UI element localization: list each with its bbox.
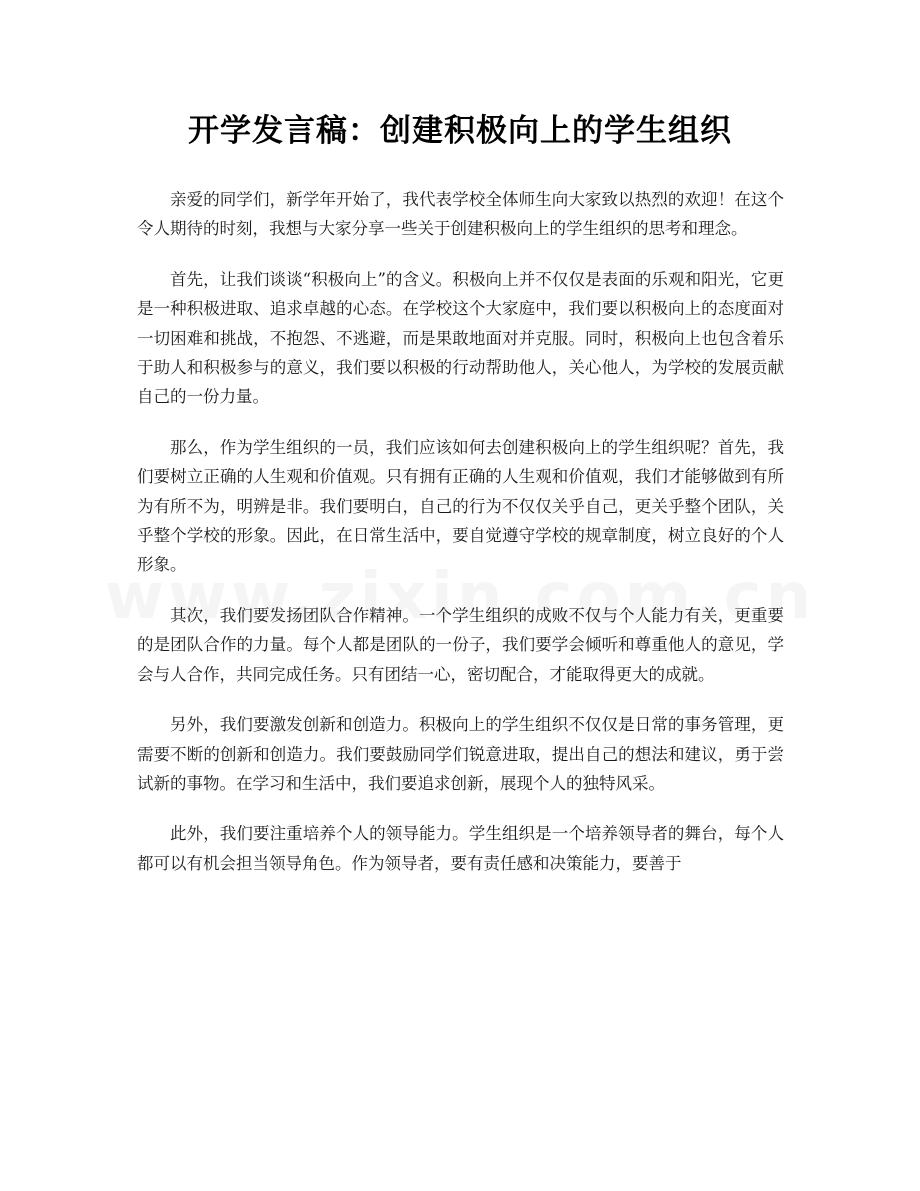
paragraph-teamwork: 其次，我们要发扬团队合作精神。一个学生组织的成败不仅与个人能力有关，更重要的是团队合作的力量。每个人都是团队的一份子，我们要学会倾听和尊重他人的意见，学会与人合作，共同完成任务。只有团结一心，密切配合，才能取得更大的成就。: [137, 605, 784, 684]
paragraph-greeting: 亲爱的同学们，新学年开始了，我代表学校全体师生向大家致以热烈的欢迎！在这个令人期待的时刻，我想与大家分享一些关于创建积极向上的学生组织的思考和理念。: [137, 190, 784, 239]
paragraph-values: 那么，作为学生组织的一员，我们应该如何去创建积极向上的学生组织呢？首先，我们要树立正确的人生观和价值观。只有拥有正确的人生观和价值观，我们才能够做到有所为有所不为，明辨是非。我们要明白，自己的行为不仅仅关乎自己，更关乎整个团队，关乎整个学校的形象。因此，在日常生活中，要自觉遵守学校的规章制度，树立良好的个人形象。: [137, 437, 784, 575]
paragraph-innovation: 另外，我们要激发创新和创造力。积极向上的学生组织不仅仅是日常的事务管理，更需要不断的创新和创造力。我们要鼓励同学们锐意进取，提出自己的想法和建议，勇于尝试新的事物。在学习和生活中，我们要追求创新，展现个人的独特风采。: [137, 715, 784, 793]
page-title: 开学发言稿：创建积极向上的学生组织: [188, 113, 732, 149]
document-body: [137, 185, 784, 899]
paragraph-leadership: 此外，我们要注重培养个人的领导能力。学生组织是一个培养领导者的舞台，每个人都可以有机会担当领导角色。作为领导者，要有责任感和决策能力，要善于: [137, 824, 784, 873]
paragraph-meaning: 首先，让我们谈谈“积极向上”的含义。积极向上并不仅仅是表面的乐观和阳光，它更是一种积极进取、追求卓越的心态。在学校这个大家庭中，我们要以积极向上的态度面对一切困难和挑战，不抱怨、不逃避，而是果敢地面对并克服。同时，积极向上也包含着乐于助人和积极参与的意义，我们要以积极的行动帮助他人，关心他人，为学校的发展贡献自己的一份力量。: [137, 269, 784, 407]
